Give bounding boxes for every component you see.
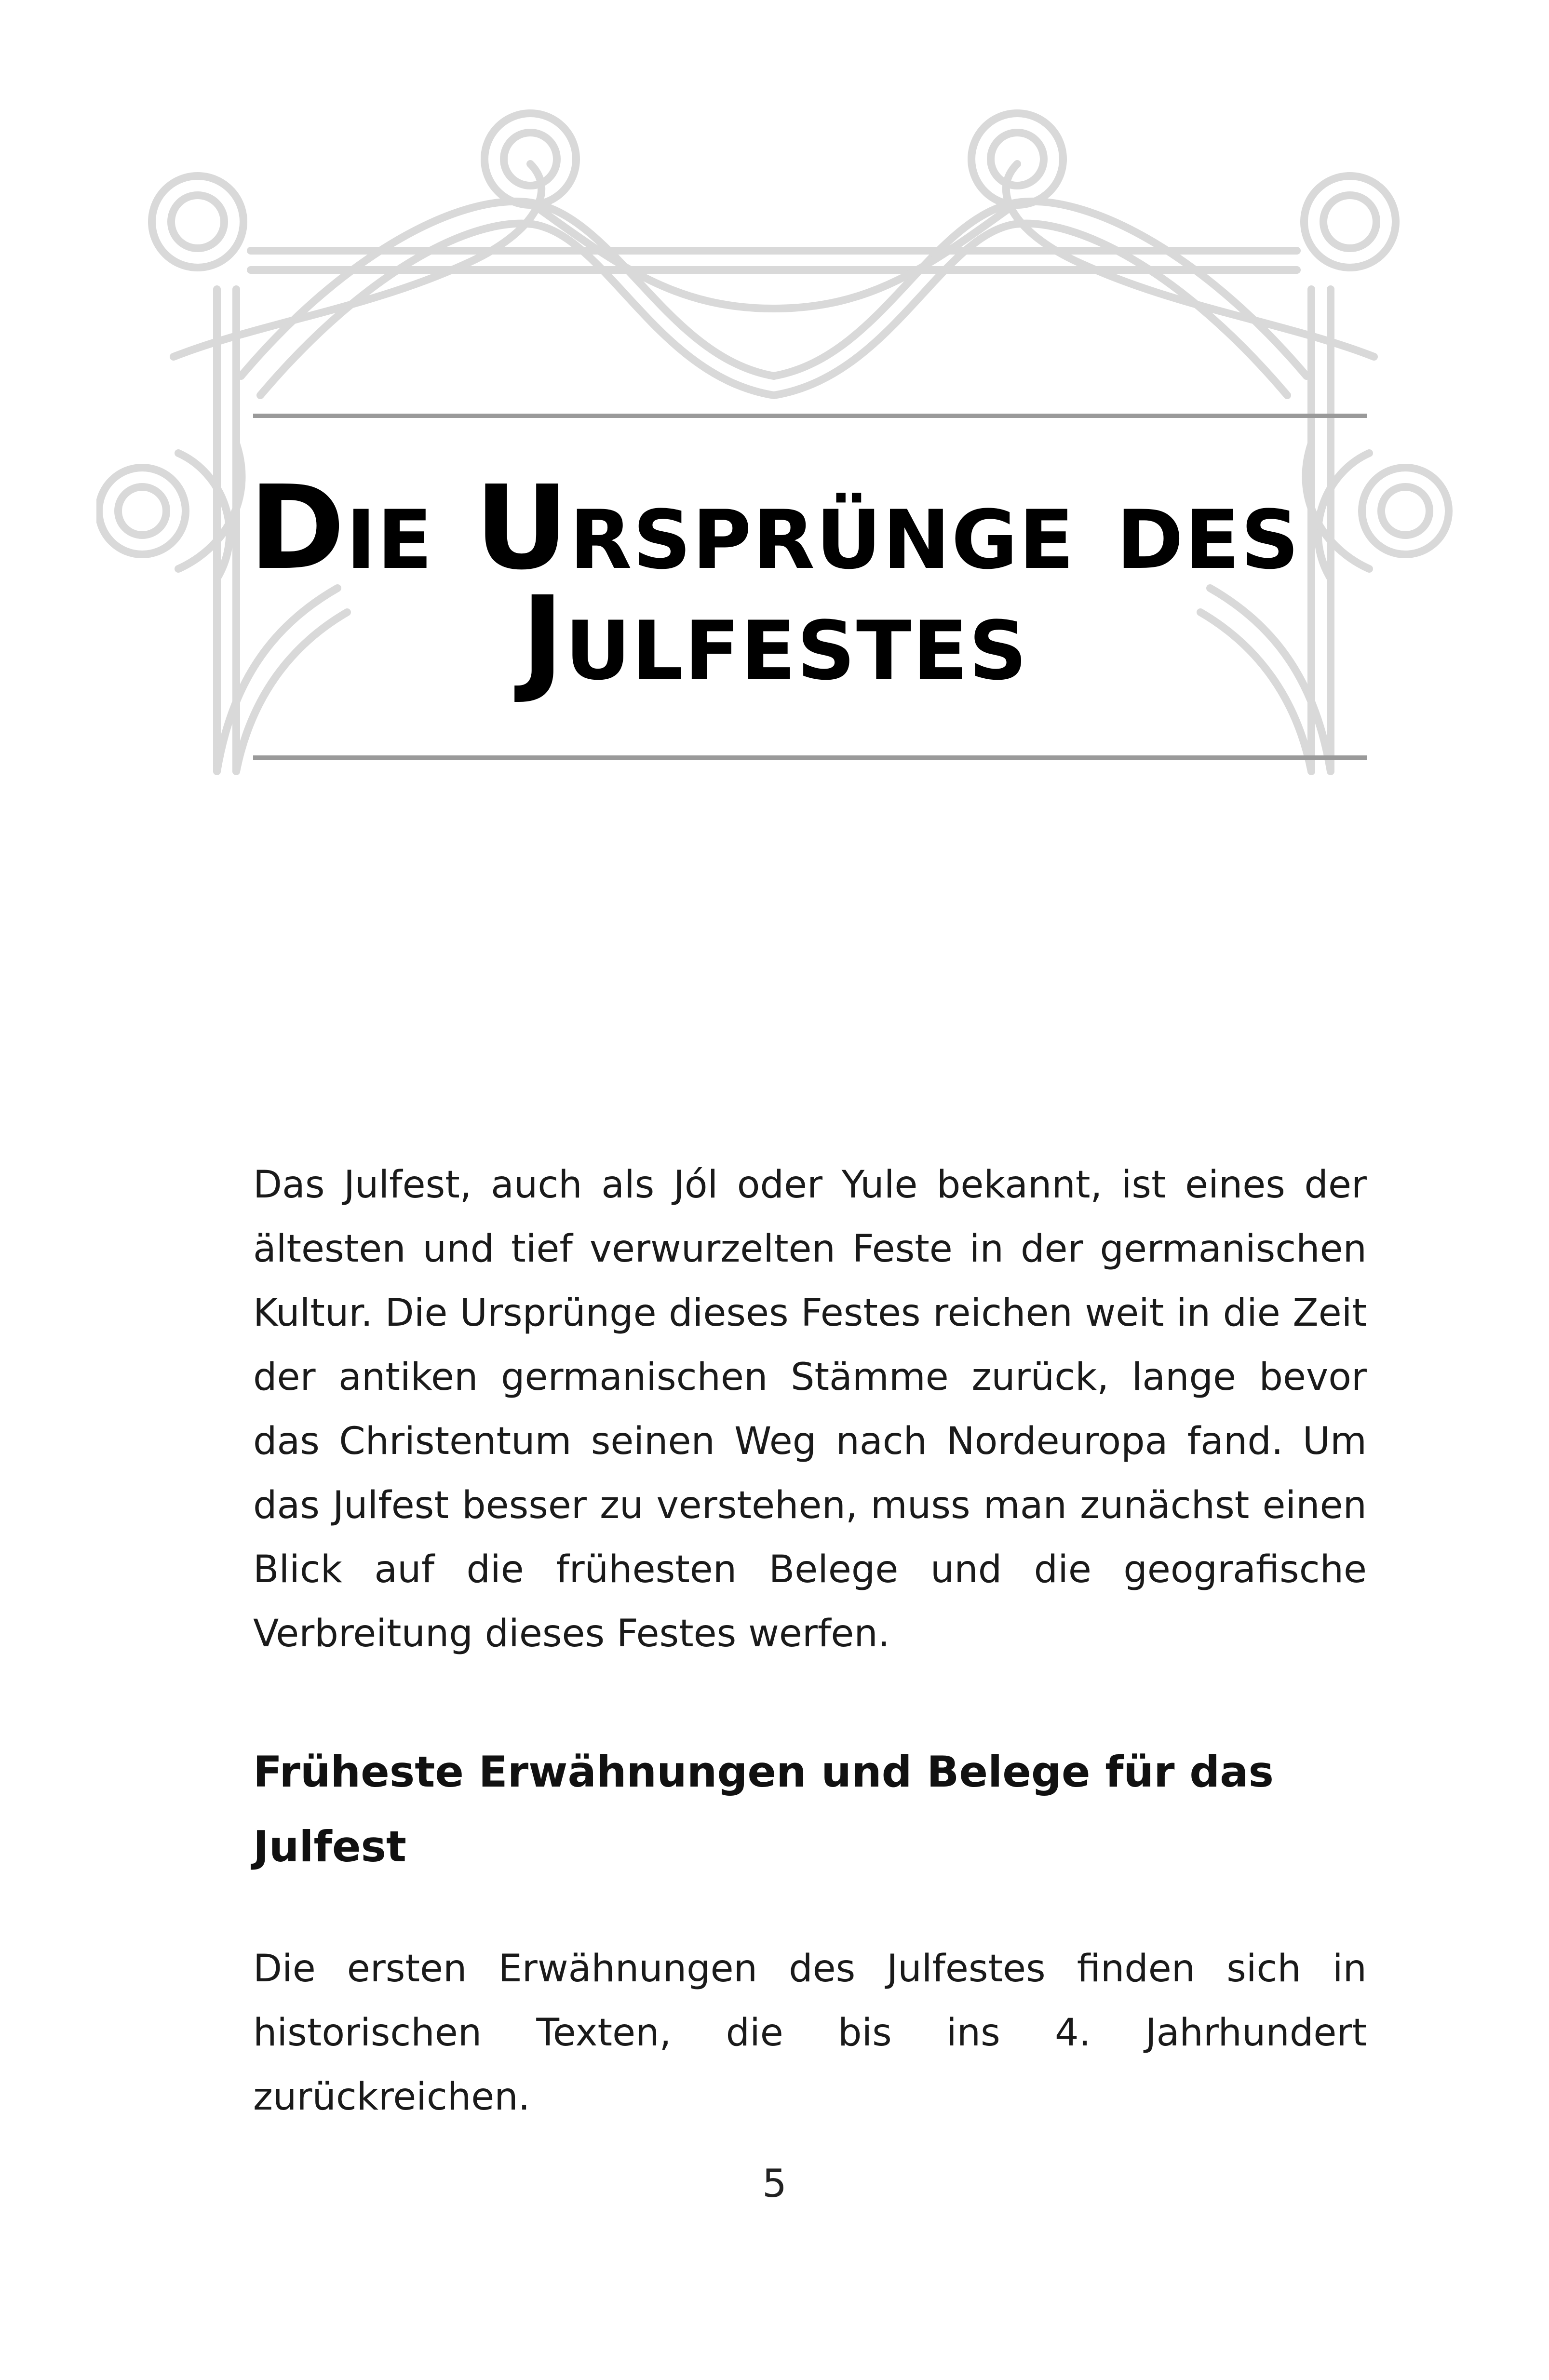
chapter-title-line-1: Die Ursprünge des	[249, 460, 1300, 595]
section-paragraph: Die ersten Erwähnungen des Julfestes finden sich in historischen Texten, die bis ins 4. Jahrhundert zurückreichen.	[253, 1947, 1367, 2119]
chapter-title-line-2: Julfestes	[521, 571, 1028, 706]
section-heading: Früheste Erwähnungen und Belege für das Julfest	[253, 1747, 1274, 1871]
intro-paragraph: Das Julfest, auch als Jól oder Yule bekannt, ist eines der ältesten und tief verwurzelten Feste in der germanischen Kultur. Die Ursprünge dieses Festes reichen weit in die Zeit der antiken germanischen Stämme zurück, lange bevor das Christentum seinen Weg nach Nordeuropa fand. Um das Julfest besser zu verstehen, muss man zunächst einen Blick auf die frühesten Belege und die geografische Verbreitung dieses Festes werfen.	[253, 1163, 1367, 1655]
page-number: 5	[762, 2161, 787, 2206]
title-bottom-rule	[253, 755, 1367, 760]
chapter-title	[159, 460, 1390, 706]
title-top-rule	[253, 414, 1367, 418]
